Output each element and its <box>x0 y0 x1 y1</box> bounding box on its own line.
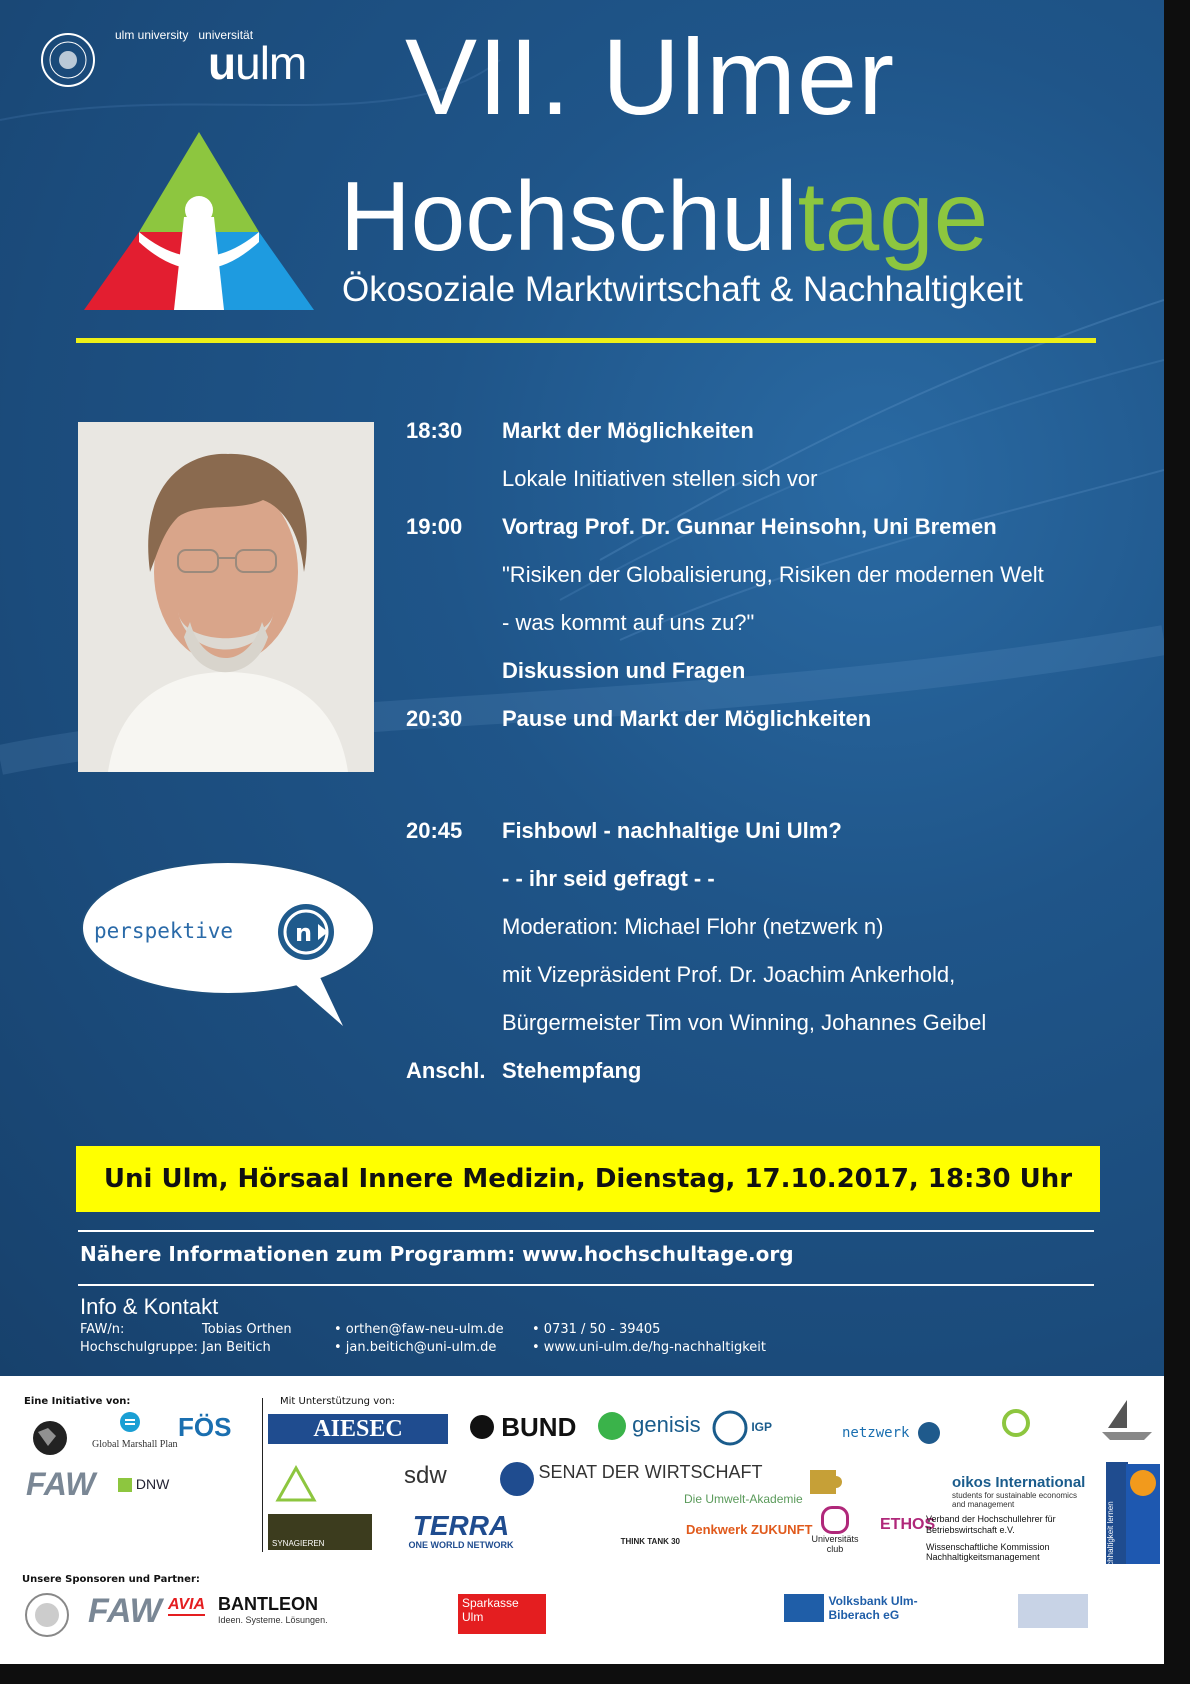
vhb-logo: Verband der Hochschullehrer für Betriebswirtschaft e.V. Wissenschaftliche Kommission Nachhaltigkeitsmanagement <box>926 1514 1056 1562</box>
aiesec-logo: AIESEC <box>268 1414 448 1444</box>
hg-label: Hochschulgruppe: <box>80 1340 198 1355</box>
faw-label: FAW/n: <box>80 1322 125 1337</box>
perspektive-label: perspektive <box>94 919 234 943</box>
puzzle-piece-icon <box>806 1464 846 1500</box>
uni-seal-icon <box>24 1592 70 1638</box>
divider <box>78 1284 1094 1286</box>
sparkasse-logo: Sparkasse Ulm <box>458 1594 546 1634</box>
ship-logo-icon <box>1098 1398 1156 1444</box>
hg-email[interactable]: • jan.beitich@uni-ulm.de <box>334 1340 497 1355</box>
divider <box>78 1230 1094 1232</box>
netzwerk-n-logo: netzwerk <box>842 1422 940 1444</box>
svg-text:n: n <box>295 919 313 947</box>
sdw-logo: sdw <box>404 1462 447 1489</box>
nachhaltigkeit-lernen-banner: Nachhaltigkeit lernen <box>1106 1462 1128 1564</box>
subtitle: Ökosoziale Marktwirtschaft & Nachhaltigkeit <box>342 270 1023 309</box>
club-of-rome-globe-icon <box>26 1418 80 1462</box>
contact-phone: • 0731 / 50 - 39405 <box>532 1322 661 1337</box>
speaker-portrait <box>78 422 374 772</box>
faw-logo: FAW <box>26 1466 96 1502</box>
event-banner: Uni Ulm, Hörsaal Innere Medizin, Dienstag, 17.10.2017, 18:30 Uhr <box>76 1146 1100 1212</box>
unesco-decade-logo <box>1126 1464 1160 1564</box>
title-line-1: VII. Ulmer <box>405 16 896 137</box>
fos-logo: FÖS <box>178 1412 232 1442</box>
perspektive-n-logo <box>78 858 378 1028</box>
vertical-divider <box>262 1398 263 1552</box>
igp-logo: IGP <box>712 1410 772 1446</box>
triangle-person-logo-icon <box>84 132 314 310</box>
oikos-logo: oikos International students for sustainable economics and management <box>952 1474 1086 1509</box>
uni-ulm-logo: uulm <box>208 37 307 89</box>
more-info-link[interactable]: Nähere Informationen zum Programm: www.hochschultage.org <box>80 1242 794 1266</box>
genisis-logo: genisis <box>598 1412 701 1440</box>
hg-name: Jan Beitich <box>202 1340 271 1355</box>
think-tank-30-logo: THINK TANK 30 <box>620 1537 680 1546</box>
faw-sponsor-logo: FAW <box>88 1592 162 1630</box>
support-label: Mit Unterstützung von: <box>280 1396 395 1407</box>
yellow-divider <box>76 338 1096 343</box>
synagieren-logo: SYNAGIEREN <box>268 1514 372 1550</box>
partner-logo <box>1018 1594 1088 1628</box>
faw-email[interactable]: • orthen@faw-neu-ulm.de <box>334 1322 504 1337</box>
title-line-2: Hochschultage <box>340 161 989 271</box>
initiative-label: Eine Initiative von: <box>24 1396 131 1407</box>
global-marshall-plan-logo: Global Marshall Plan <box>92 1410 168 1450</box>
igp-globe-icon <box>712 1410 748 1446</box>
volksbank-logo: Volksbank Ulm-Biberach eG <box>784 1594 938 1622</box>
oekosoziales-forum-icon <box>1000 1408 1032 1438</box>
ethos-logo: ETHOS <box>880 1516 936 1533</box>
poster: ulm university universität uulm VII. Ulmer Hochschultage Ökosoziale Marktwirtschaft & Nachhaltigkeit 18:30 Markt der Möglichkeiten Lokale Initiativen stellen sich vor 19:00 Vortrag Prof. Dr. Gunnar Heinsohn, Uni Bremen "Risiken der Globalisierung, Risiken der modernen Welt - was kommt auf uns zu?" Diskussion und Fragen 20:30 Pause und Markt der Möglichkeiten 20:45 Fishbowl - nachhaltige Uni Ulm? - - ihr seid gefragt - - Moderation: Michael Flohr (netzwerk n) mit Vizepräsident Prof. Dr. Joachim Ankerhold, Bürgermeister Tim von Winning, Johannes Geibel Anschl. Stehempfang perspektive n Uni Ulm, Hörsaal Innere Medizin, Dienstag, 17.10.2017, 18:30 Uhr Nähere Informationen zum Programm: www.hochschultage.org Info & Kontakt FAW/n: Tobias Orthen • orthen@faw-neu-ulm.de • 0731 / 50 - 39405 Hochschulgruppe: Jan Beitich • jan.beitich@uni-ulm.de • www.uni-ulm.de/hg-nachhaltigkeit Eine Initiative von: Mit Unterstützung von: Global Marshall Plan FÖS FAW DNW AIESEC BUND genisis IGP netzwerk sdw SENAT DER WIRTSCHAFT Die Umwelt-Akademie oikos International students for sustainable economics and management Nachhaltigkeit lernen SYNAGIEREN TERRA ONE WORLD NETWORK THINK TANK 30 Denkwerk ZUKUNFT Universitäts club ETHOS Verband der Hochschullehrer für Betriebswirtschaft e.V. Wissenschaftliche Kommission Nachhaltigkeitsmanagement Unsere Sponsoren und Partner: FAW AVIA BANTLEON Ideen. Systeme. Lösungen. Sparkasse Ulm Volksbank Ulm-Biberach eG <box>0 0 1164 1664</box>
terra-logo: TERRA ONE WORLD NETWORK <box>408 1510 514 1550</box>
marshall-plan-circle-icon <box>118 1410 142 1434</box>
avia-logo: AVIA <box>168 1596 205 1616</box>
bantleon-logo: BANTLEON Ideen. Systeme. Lösungen. <box>218 1594 328 1625</box>
umwelt-akademie-logo: Die Umwelt-Akademie <box>684 1492 803 1506</box>
denkwerk-zukunft-logo: Denkwerk ZUKUNFT <box>686 1522 813 1537</box>
sponsors-label: Unsere Sponsoren und Partner: <box>22 1574 200 1585</box>
bund-logo: BUND <box>470 1412 576 1443</box>
universitaetsclub-logo: Universitäts club <box>808 1506 862 1554</box>
hg-website[interactable]: • www.uni-ulm.de/hg-nachhaltigkeit <box>532 1340 767 1355</box>
uni-small-text: ulm university universität <box>115 28 254 42</box>
dnw-logo: DNW <box>118 1476 169 1492</box>
university-seal-icon <box>40 32 96 88</box>
netzwerk-oekonomie-triangle-icon <box>274 1464 334 1506</box>
senat-der-wirtschaft-logo: SENAT DER WIRTSCHAFT <box>500 1462 680 1496</box>
contact-title: Info & Kontakt <box>80 1294 219 1319</box>
faw-name: Tobias Orthen <box>202 1322 292 1337</box>
